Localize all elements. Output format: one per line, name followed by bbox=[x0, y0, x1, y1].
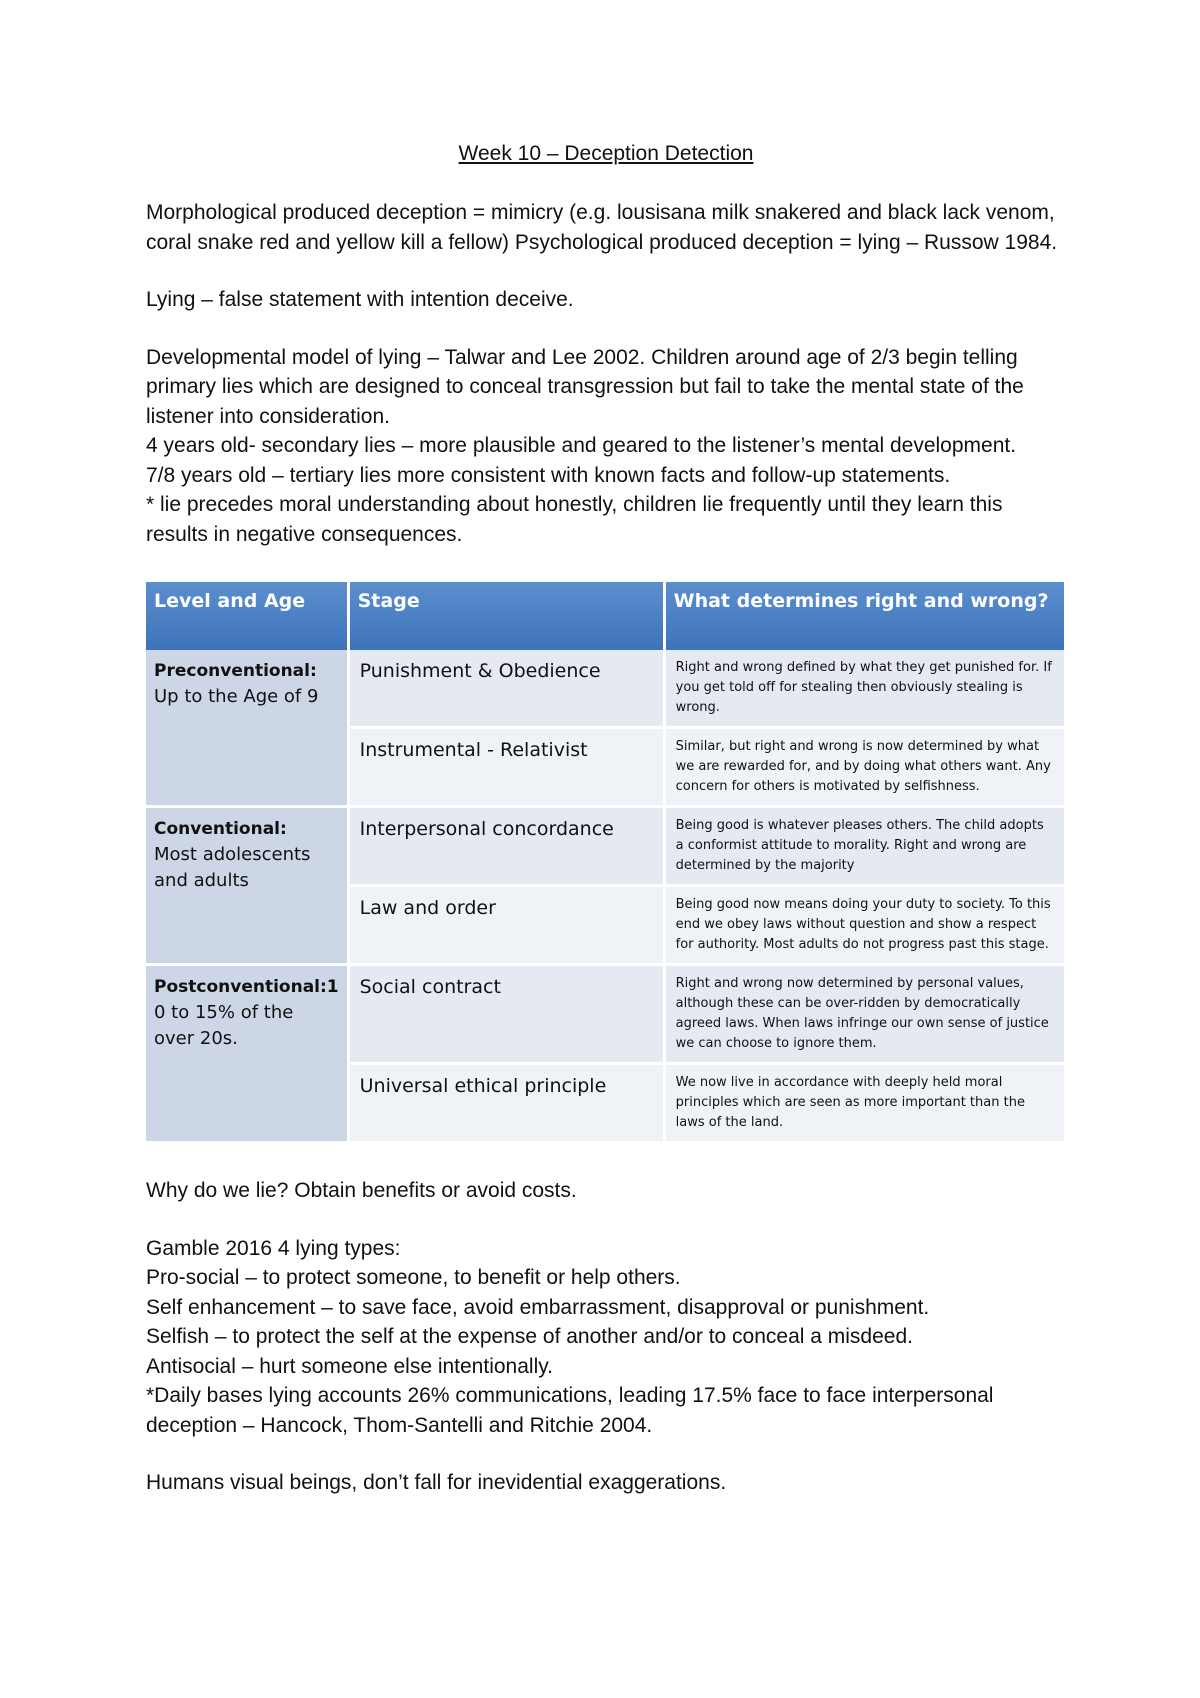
table-header-row bbox=[146, 582, 1064, 650]
lying-definition: Lying – false statement with intention deceive. bbox=[146, 288, 574, 311]
level-detail: Most adolescents and adults bbox=[154, 844, 311, 891]
header-right-and-wrong: What determines right and wrong? bbox=[664, 582, 1064, 650]
stage-cell: Universal ethical principle bbox=[348, 1064, 664, 1143]
developmental-model-line: Developmental model of lying – Talwar and Lee 2002. Children around age of 2/3 begin telling primary lies which are designed to conceal transgression but fail to take the mental state of the listener into consideration. bbox=[146, 345, 1024, 428]
stage-cell: Interpersonal concordance bbox=[348, 807, 664, 886]
level-cell-conventional bbox=[146, 807, 348, 965]
table-row bbox=[146, 650, 1064, 728]
level-name: Preconventional: bbox=[154, 661, 317, 681]
tertiary-lies-line: 7/8 years old – tertiary lies more consistent with known facts and follow-up statements. bbox=[146, 463, 951, 487]
kohlberg-stages-table bbox=[146, 582, 1064, 1144]
description-cell: Similar, but right and wrong is now determined by what we are rewarded for, and by doing what others want. Any concern for others is motivated by selfishness. bbox=[664, 728, 1064, 807]
level-detail: 0 to 15% of the over 20s. bbox=[154, 1002, 294, 1049]
stage-cell: Law and order bbox=[348, 886, 664, 965]
level-detail: Up to the Age of 9 bbox=[154, 686, 319, 707]
gamble-heading: Gamble 2016 4 lying types: bbox=[146, 1236, 401, 1260]
description-cell: Right and wrong defined by what they get punished for. If you get told off for stealing then obviously stealing is wrong. bbox=[664, 650, 1064, 728]
description-cell: Being good now means doing your duty to society. To this end we obey laws without question and show a respect for authority. Most adults do not progress past this stage. bbox=[664, 886, 1064, 965]
daily-lying-line: *Daily bases lying accounts 26% communications, leading 17.5% face to face interpersonal deception – Hancock, Thom-Santelli and Ritchie 2004. bbox=[146, 1384, 994, 1437]
description-cell: We now live in accordance with deeply held moral principles which are seen as more important than the laws of the land. bbox=[664, 1064, 1064, 1143]
why-we-lie-line: Why do we lie? Obtain benefits or avoid costs. bbox=[146, 1179, 577, 1202]
mimicry-paragraph: Morphological produced deception = mimicry (e.g. lousisana milk snakered and black lack venom, coral snake red and yellow kill a fellow) Psychological produced deception = lying – Russow 1984. bbox=[146, 201, 1058, 254]
self-enhancement-line: Self enhancement – to save face, avoid embarrassment, disapproval or punishment. bbox=[146, 1295, 930, 1319]
level-cell-postconventional bbox=[146, 965, 348, 1143]
stage-cell: Punishment & Obedience bbox=[348, 650, 664, 728]
moral-understanding-line: * lie precedes moral understanding about honestly, children lie frequently until they learn this results in negative consequences. bbox=[146, 493, 1003, 546]
header-stage: Stage bbox=[348, 582, 664, 650]
stage-cell: Social contract bbox=[348, 965, 664, 1064]
table-row bbox=[146, 807, 1064, 886]
document-page bbox=[146, 140, 1066, 1498]
humans-visual-line: Humans visual beings, don’t fall for inevidential exaggerations. bbox=[146, 1471, 727, 1494]
header-level-and-age: Level and Age bbox=[146, 582, 348, 650]
stage-cell: Instrumental - Relativist bbox=[348, 728, 664, 807]
antisocial-line: Antisocial – hurt someone else intentionally. bbox=[146, 1354, 554, 1378]
page-title: Week 10 – Deception Detection bbox=[458, 142, 754, 165]
selfish-line: Selfish – to protect the self at the expense of another and/or to conceal a misdeed. bbox=[146, 1325, 913, 1348]
table-row bbox=[146, 965, 1064, 1064]
level-cell-preconventional bbox=[146, 650, 348, 807]
secondary-lies-line: 4 years old- secondary lies – more plausible and geared to the listener’s mental development. bbox=[146, 434, 1017, 457]
pro-social-line: Pro-social – to protect someone, to benefit or help others. bbox=[146, 1266, 681, 1289]
level-name: Conventional: bbox=[154, 819, 287, 839]
level-name: Postconventional:1 bbox=[154, 977, 339, 997]
description-cell: Being good is whatever pleases others. The child adopts a conformist attitude to morality. Right and wrong are determined by the majority bbox=[664, 807, 1064, 886]
description-cell: Right and wrong now determined by personal values, although these can be over-ridden by democratically agreed laws. When laws infringe our own sense of justice we can choose to ignore them. bbox=[664, 965, 1064, 1064]
